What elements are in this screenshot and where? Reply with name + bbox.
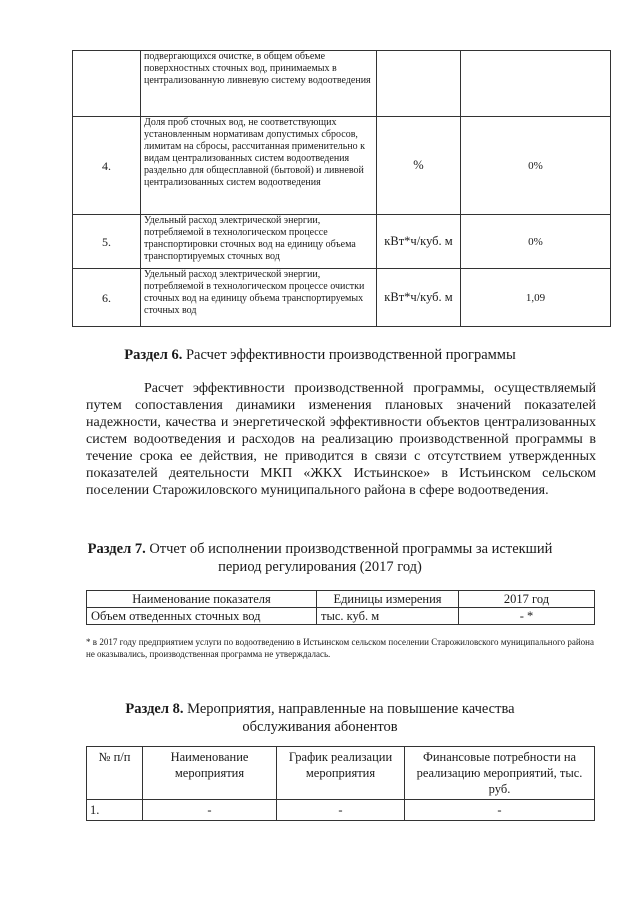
section-6-title: Расчет эффективности производственной программы (185, 347, 516, 363)
indicators-table (72, 50, 611, 327)
indicator-unit: % (377, 117, 461, 215)
section-7-label: Раздел 7. (87, 541, 146, 557)
header-measure: Наименование мероприятия (143, 747, 277, 800)
indicator-name: Удельный расход электрической энергии, потребляемой в технологическом процессе очистки сточных вод на единицу объема транспортируемых сточных вод (141, 269, 377, 327)
measures-table (86, 746, 595, 821)
row-number: 6. (73, 269, 141, 327)
section-6-heading (0, 346, 640, 364)
cell-unit: тыс. куб. м (317, 608, 459, 625)
header-number: № п/п (87, 747, 143, 800)
indicator-name: Удельный расход электрической энергии, потребляемой в технологическом процессе транспортировки сточных вод на единицу объема транспортируемых сточных вод (141, 215, 377, 269)
section-7-heading (0, 540, 640, 576)
row-number (73, 51, 141, 117)
table-row (87, 800, 595, 821)
section-8-title-line1: Раздел 8. Мероприятия, направленные на повышение качества (125, 701, 515, 717)
indicator-value (461, 51, 611, 117)
table-row (73, 51, 611, 117)
cell-finance: - (405, 800, 595, 821)
indicator-value: 0% (461, 117, 611, 215)
section-6-paragraph: Расчет эффективности производственной программы, осуществляемый путем сопоставления динамики изменения плановых значений показателей надежности, качества и энергетической эффективности объектов централизованных систем водоотведения и расходов на реализацию производственной программы в течение срока ее действия, не приводится в связи с отсутствием утвержденных показателей деятельности МКП «ЖКХ Истьинское» в Истьинском сельском поселении Старожиловского муниципального района в сфере водоотведения. (86, 381, 596, 498)
section-8-label: Раздел 8. (125, 701, 184, 717)
indicator-name: подвергающихся очистке, в общем объеме поверхностных сточных вод, принимаемых в централизованную ливневую систему водоотведения (141, 51, 377, 117)
section-7-footnote: * в 2017 году предприятием услуги по водоотведению в Истьинском сельском поселении Старожиловского муниципального района не оказывались, производственная программа не утверждалась. (86, 637, 594, 659)
section-8-heading (0, 700, 640, 736)
indicator-value: 0% (461, 215, 611, 269)
table-row (73, 117, 611, 215)
cell-value: - * (459, 608, 595, 625)
row-number: 5. (73, 215, 141, 269)
indicator-name: Доля проб сточных вод, не соответствующих установленным нормативам допустимых сбросов, лимитам на сбросы, рассчитанная применительно к видам централизованных систем водоотведения раздельно для общесплавной (бытовой) и ливневой централизованных систем водоотведения (141, 117, 377, 215)
indicator-unit (377, 51, 461, 117)
header-indicator: Наименование показателя (87, 591, 317, 608)
row-number: 4. (73, 117, 141, 215)
header-year: 2017 год (459, 591, 595, 608)
cell-measure: - (143, 800, 277, 821)
table-header-row (87, 747, 595, 800)
table-header-row (87, 591, 595, 608)
indicator-unit: кВт*ч/куб. м (377, 215, 461, 269)
cell-schedule: - (277, 800, 405, 821)
indicator-value: 1,09 (461, 269, 611, 327)
header-schedule: График реализации мероприятия (277, 747, 405, 800)
indicator-unit: кВт*ч/куб. м (377, 269, 461, 327)
section-7-title-line1: Раздел 7. Отчет об исполнении производственной программы за истекший (87, 541, 553, 557)
header-unit: Единицы измерения (317, 591, 459, 608)
cell-indicator: Объем отведенных сточных вод (87, 608, 317, 625)
table-row (73, 269, 611, 327)
table-row (73, 215, 611, 269)
section-8-title-line2: обслуживания абонентов (242, 719, 398, 735)
header-finance: Финансовые потребности на реализацию мероприятий, тыс. руб. (405, 747, 595, 800)
report-table (86, 590, 595, 625)
section-7-title-line2: период регулирования (2017 год) (218, 559, 422, 575)
section-6-label: Раздел 6. (124, 347, 183, 363)
cell-number: 1. (87, 800, 143, 821)
table-row (87, 608, 595, 625)
